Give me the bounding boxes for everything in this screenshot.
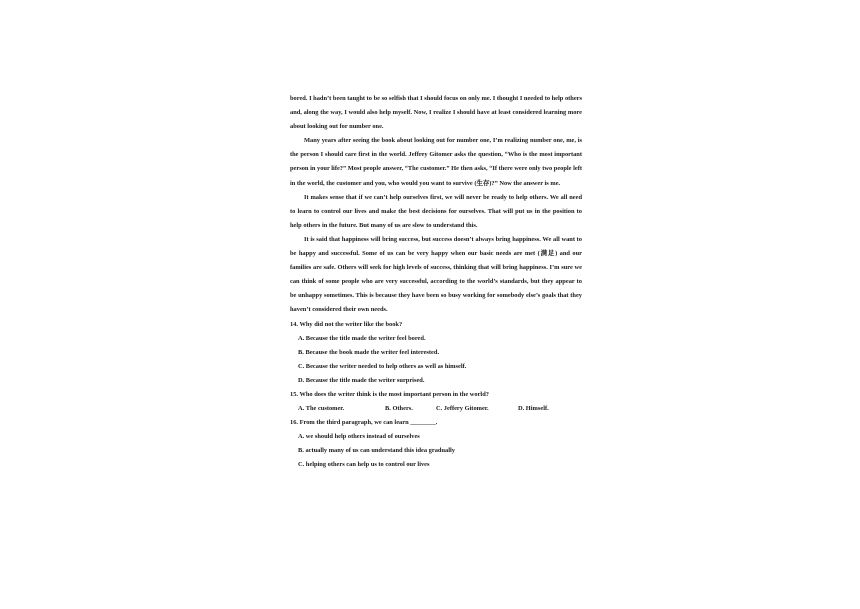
question-14-option-c: C. Because the writer needed to help others as well as himself.: [298, 362, 467, 370]
question-14-option-b: B. Because the book made the writer feel interested.: [298, 348, 440, 356]
paragraph-1: bored. I hadn’t been taught to be so selfish that I should focus on only me. I thought I needed to help others and, along the way, I would also help myself. Now, I realize I should have at least considered learning more about looking out for number one.: [290, 95, 582, 131]
question-16-option-c: C. helping others can help us to control our lives: [298, 461, 430, 469]
paragraph-3: It makes sense that if we can’t help ourselves first, we will never be ready to help others. We all need to learn to control our lives and make the best decisions for ourselves. That will put us in the position to help others in the future. But many of us are slow to understand this.: [290, 193, 582, 229]
paragraph-2: Many years after seeing the book about looking out for number one, I’m realizing number one, me, is the person I should care first in the world. Jeffrey Gitomer asks the question, “Who is the most important person in your life?” Most people answer, “The customer.” He then asks, “If there were only two people left in the world, the customer and you, who would you want to survive (生存)?” Now the answer is me.: [290, 137, 582, 187]
question-16-option-a: A. we should help others instead of ourselves: [298, 433, 420, 441]
question-14-option-d: D. Because the title made the writer surprised.: [298, 376, 425, 384]
question-15-option-c: C. Jeffery Gitomer.: [436, 405, 489, 413]
question-15-options: [290, 402, 582, 416]
question-16-option-b: B. actually many of us can understand this idea gradually: [298, 447, 455, 455]
question-15-option-b: B. Others.: [385, 405, 413, 413]
question-15-option-a: A. The customer.: [298, 405, 345, 413]
question-15-stem: 15. Who does the writer think is the most important person in the world?: [290, 390, 489, 398]
document-page: [290, 92, 582, 473]
question-16-stem: 16. From the third paragraph, we can learn ________.: [290, 419, 438, 427]
question-15-option-d: D. Himself.: [518, 405, 549, 413]
question-14-option-a: A. Because the title made the writer feel bored.: [298, 334, 426, 342]
paragraph-4: It is said that happiness will bring success, but success doesn’t always bring happiness. We all want to be happy and successful. Some of us can be very happy when our basic needs are met (满足) and our families are safe. Others will seek for high levels of success, thinking that will bring happiness. I’m sure we can think of some people who are very successful, according to the world’s standards, but they appear to be unhappy sometimes. This is because they have been so busy working for somebody else’s goals that they haven’t considered their own needs.: [290, 235, 582, 314]
question-14-stem: 14. Why did not the writer like the book?: [290, 320, 403, 328]
